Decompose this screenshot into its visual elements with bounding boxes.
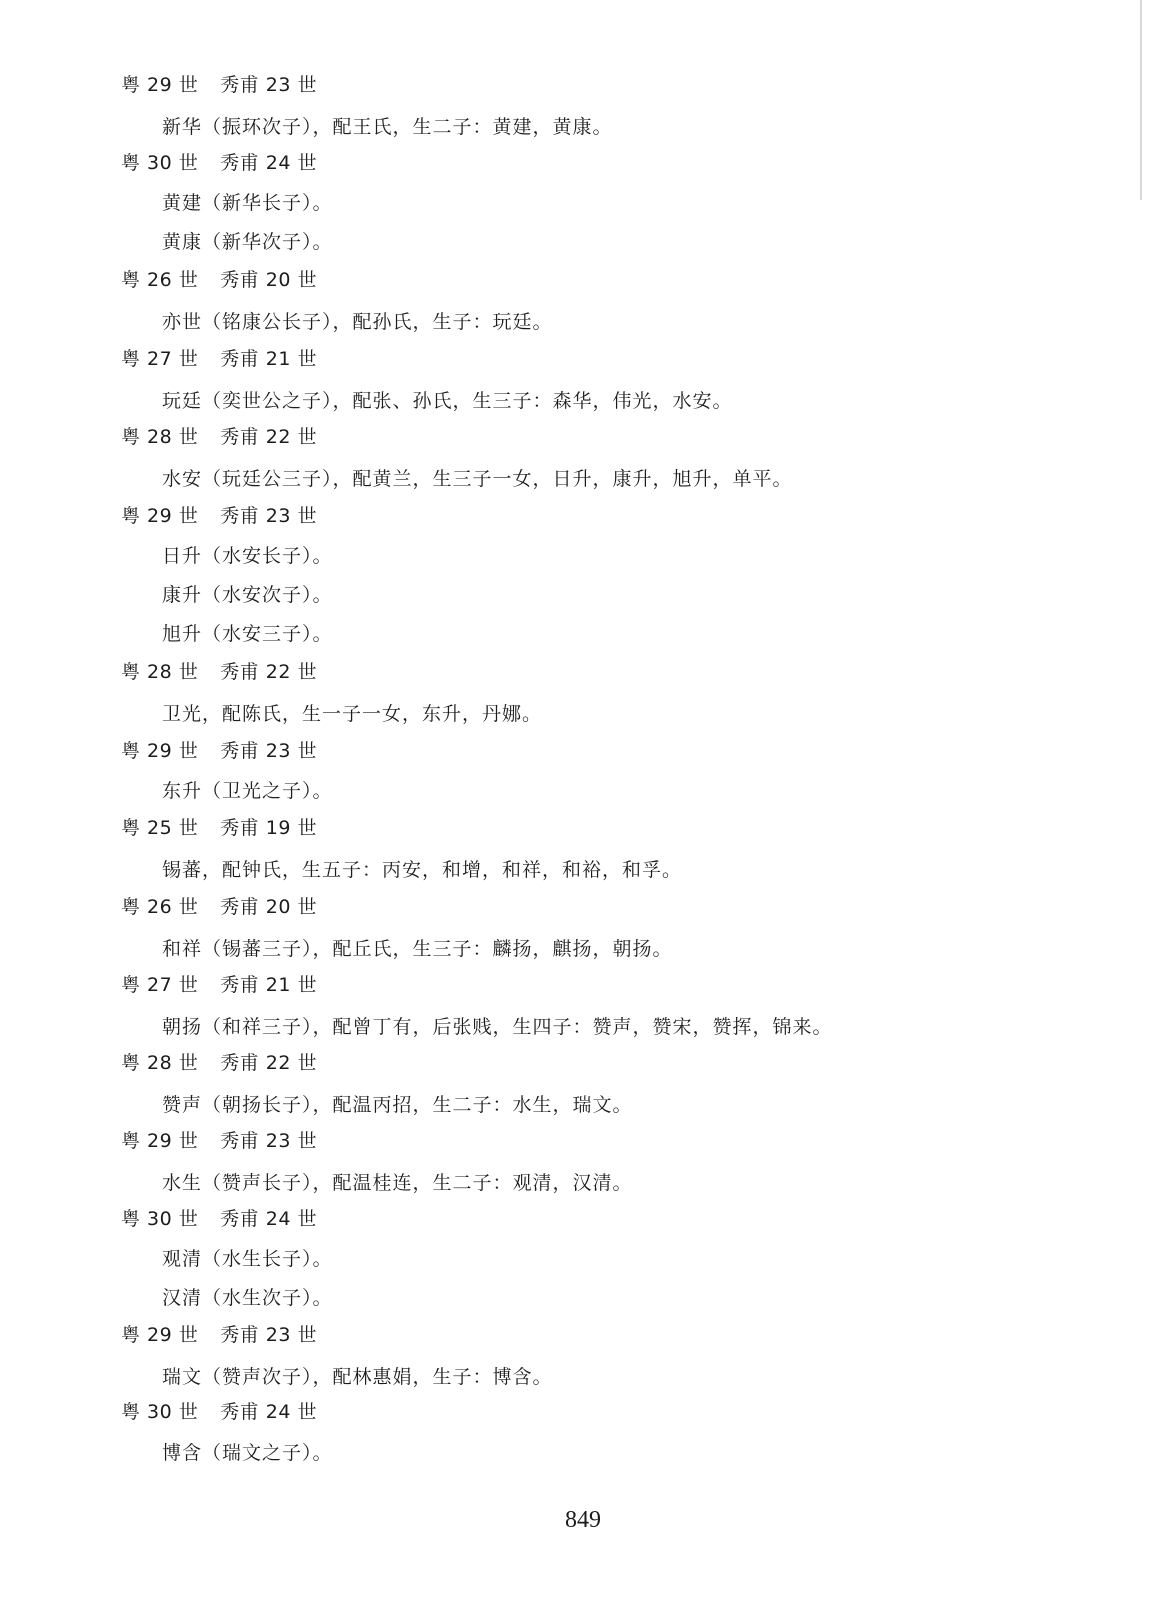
yue-generation: 粤 25 世 bbox=[121, 817, 199, 839]
generation-heading bbox=[121, 269, 317, 291]
xiufu-generation: 秀甫 23 世 bbox=[220, 740, 318, 762]
person-entry: 卫光，配陈氏，生一子一女，东升，丹娜。 bbox=[162, 703, 543, 725]
yue-generation: 粤 28 世 bbox=[121, 661, 199, 683]
generation-heading bbox=[121, 1130, 317, 1152]
generation-heading bbox=[121, 661, 317, 683]
generation-heading bbox=[121, 1208, 317, 1230]
xiufu-generation: 秀甫 20 世 bbox=[220, 896, 318, 918]
person-entry: 黄建（新华长子）。 bbox=[162, 192, 333, 214]
yue-generation: 粤 30 世 bbox=[121, 1401, 199, 1423]
person-entry: 亦世（铭康公长子），配孙氏，生子：玩廷。 bbox=[162, 311, 553, 333]
generation-heading bbox=[121, 74, 317, 96]
yue-generation: 粤 27 世 bbox=[121, 974, 199, 996]
yue-generation: 粤 29 世 bbox=[121, 740, 199, 762]
generation-heading bbox=[121, 974, 317, 996]
person-entry: 旭升（水安三子）。 bbox=[162, 623, 333, 645]
xiufu-generation: 秀甫 24 世 bbox=[220, 152, 318, 174]
scan-edge-line bbox=[1140, 0, 1142, 200]
person-entry: 水安（玩廷公三子），配黄兰，生三子一女，日升，康升，旭升，单平。 bbox=[162, 468, 793, 490]
generation-heading bbox=[121, 817, 317, 839]
generation-heading bbox=[121, 426, 317, 448]
page-number: 849 bbox=[565, 1507, 601, 1533]
yue-generation: 粤 29 世 bbox=[121, 505, 199, 527]
person-entry: 汉清（水生次子）。 bbox=[162, 1287, 333, 1309]
generation-heading bbox=[121, 1324, 317, 1346]
yue-generation: 粤 29 世 bbox=[121, 1324, 199, 1346]
yue-generation: 粤 27 世 bbox=[121, 348, 199, 370]
person-entry: 康升（水安次子）。 bbox=[162, 584, 333, 606]
xiufu-generation: 秀甫 24 世 bbox=[220, 1208, 318, 1230]
person-entry: 黄康（新华次子）。 bbox=[162, 231, 333, 253]
generation-heading bbox=[121, 1052, 317, 1074]
xiufu-generation: 秀甫 21 世 bbox=[220, 974, 318, 996]
person-entry: 观清（水生长子）。 bbox=[162, 1248, 333, 1270]
yue-generation: 粤 26 世 bbox=[121, 269, 199, 291]
xiufu-generation: 秀甫 23 世 bbox=[220, 505, 318, 527]
xiufu-generation: 秀甫 20 世 bbox=[220, 269, 318, 291]
person-entry: 东升（卫光之子）。 bbox=[162, 780, 333, 802]
generation-heading bbox=[121, 896, 317, 918]
generation-heading bbox=[121, 152, 317, 174]
xiufu-generation: 秀甫 23 世 bbox=[220, 1130, 318, 1152]
generation-heading bbox=[121, 505, 317, 527]
xiufu-generation: 秀甫 23 世 bbox=[220, 1324, 318, 1346]
yue-generation: 粤 30 世 bbox=[121, 1208, 199, 1230]
yue-generation: 粤 29 世 bbox=[121, 74, 199, 96]
person-entry: 瑞文（赞声次子），配林惠娟，生子：博含。 bbox=[162, 1366, 553, 1388]
yue-generation: 粤 28 世 bbox=[121, 426, 199, 448]
generation-heading bbox=[121, 740, 317, 762]
person-entry: 玩廷（奕世公之子），配张、孙氏，生三子：森华，伟光，水安。 bbox=[162, 390, 733, 412]
person-entry: 和祥（锡蕃三子），配丘氏，生三子：麟扬，麒扬，朝扬。 bbox=[162, 938, 673, 960]
xiufu-generation: 秀甫 23 世 bbox=[220, 74, 318, 96]
person-entry: 新华（振环次子），配王氏，生二子：黄建，黄康。 bbox=[162, 116, 613, 138]
yue-generation: 粤 28 世 bbox=[121, 1052, 199, 1074]
xiufu-generation: 秀甫 24 世 bbox=[220, 1401, 318, 1423]
xiufu-generation: 秀甫 22 世 bbox=[220, 661, 318, 683]
xiufu-generation: 秀甫 22 世 bbox=[220, 1052, 318, 1074]
xiufu-generation: 秀甫 21 世 bbox=[220, 348, 318, 370]
generation-heading bbox=[121, 1401, 317, 1423]
xiufu-generation: 秀甫 19 世 bbox=[220, 817, 318, 839]
yue-generation: 粤 29 世 bbox=[121, 1130, 199, 1152]
person-entry: 朝扬（和祥三子），配曾丁有，后张贱，生四子：赞声，赞宋，赞挥，锦来。 bbox=[162, 1016, 833, 1038]
xiufu-generation: 秀甫 22 世 bbox=[220, 426, 318, 448]
person-entry: 博含（瑞文之子）。 bbox=[162, 1442, 333, 1464]
person-entry: 水生（赞声长子），配温桂连，生二子：观清，汉清。 bbox=[162, 1172, 633, 1194]
yue-generation: 粤 26 世 bbox=[121, 896, 199, 918]
person-entry: 锡蕃，配钟氏，生五子：丙安，和增，和祥，和裕，和孚。 bbox=[162, 859, 683, 881]
generation-heading bbox=[121, 348, 317, 370]
person-entry: 日升（水安长子）。 bbox=[162, 545, 333, 567]
yue-generation: 粤 30 世 bbox=[121, 152, 199, 174]
person-entry: 赞声（朝扬长子），配温丙招，生二子：水生，瑞文。 bbox=[162, 1094, 633, 1116]
